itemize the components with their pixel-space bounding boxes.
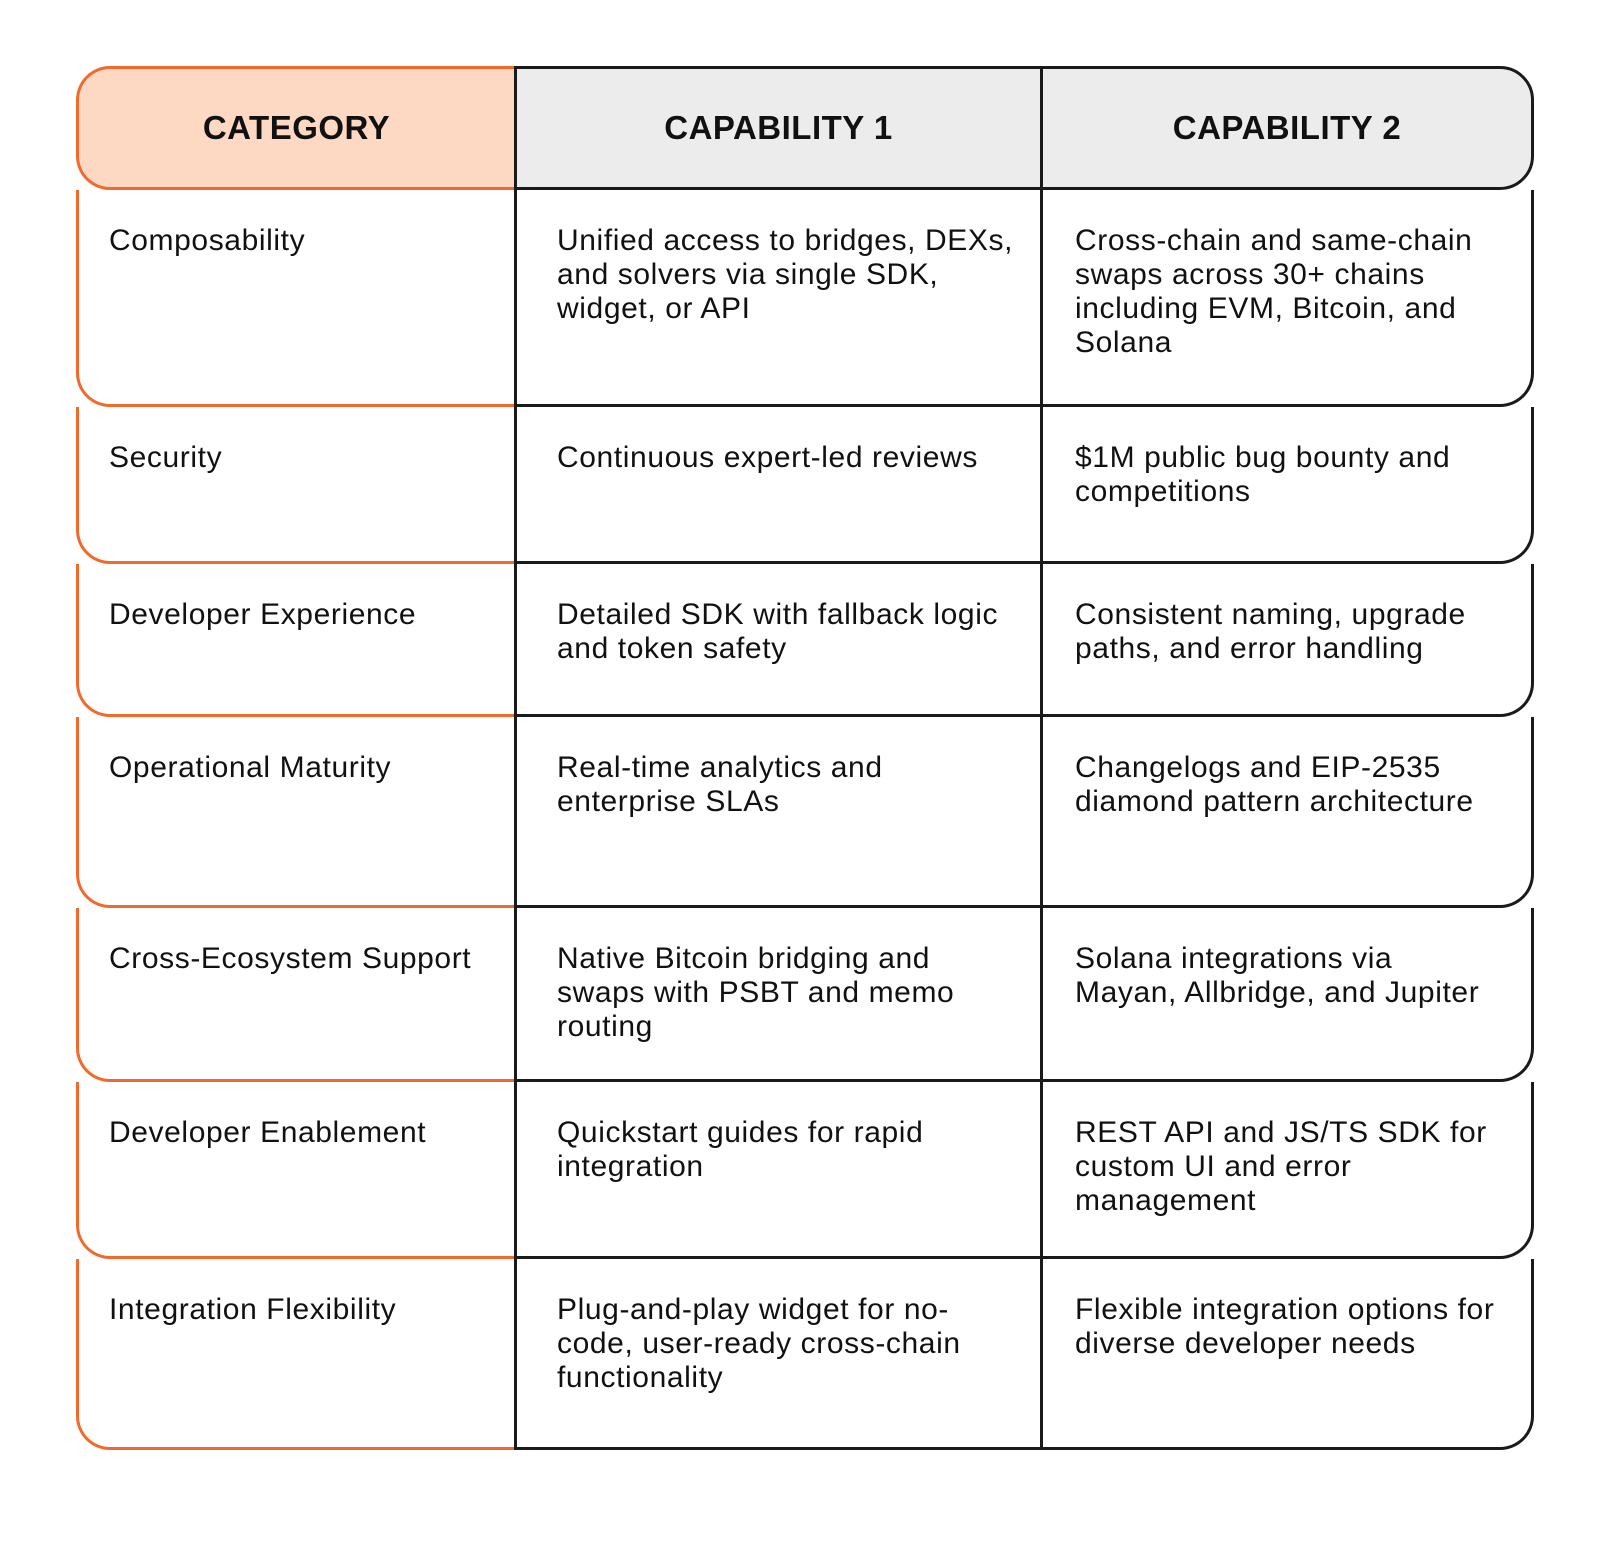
table-row (76, 407, 1534, 564)
row-capability-2: Solana integrations via Mayan, Allbridge, and Jupiter (1040, 908, 1534, 1082)
row-category: Security (76, 407, 514, 564)
row-category: Operational Maturity (76, 717, 514, 908)
header-category: CATEGORY (76, 66, 514, 190)
row-capability-1: Real-time analytics and enterprise SLAs (514, 717, 1040, 908)
row-category: Developer Experience (76, 564, 514, 717)
comparison-table (76, 66, 1534, 1450)
row-capability-2: Consistent naming, upgrade paths, and error handling (1040, 564, 1534, 717)
row-capability-2: REST API and JS/TS SDK for custom UI and error management (1040, 1082, 1534, 1259)
row-capability-1: Quickstart guides for rapid integration (514, 1082, 1040, 1259)
table-row (76, 1259, 1534, 1450)
table-row (76, 190, 1534, 407)
table-row (76, 908, 1534, 1082)
row-category: Composability (76, 190, 514, 407)
table-row (76, 564, 1534, 717)
row-capability-1: Unified access to bridges, DEXs, and solvers via single SDK, widget, or API (514, 190, 1040, 407)
table-row (76, 1082, 1534, 1259)
row-capability-1: Detailed SDK with fallback logic and token safety (514, 564, 1040, 717)
row-category: Developer Enablement (76, 1082, 514, 1259)
table-header-row (76, 66, 1534, 190)
row-capability-1: Plug-and-play widget for no-code, user-ready cross-chain functionality (514, 1259, 1040, 1450)
row-capability-1: Native Bitcoin bridging and swaps with PSBT and memo routing (514, 908, 1040, 1082)
header-capability-1: CAPABILITY 1 (514, 66, 1040, 190)
row-capability-2: Flexible integration options for diverse developer needs (1040, 1259, 1534, 1450)
row-capability-2: Cross-chain and same-chain swaps across 30+ chains including EVM, Bitcoin, and Solana (1040, 190, 1534, 407)
row-category: Cross-Ecosystem Support (76, 908, 514, 1082)
row-capability-1: Continuous expert-led reviews (514, 407, 1040, 564)
row-capability-2: Changelogs and EIP-2535 diamond pattern architecture (1040, 717, 1534, 908)
header-capability-2: CAPABILITY 2 (1040, 66, 1534, 190)
row-capability-2: $1M public bug bounty and competitions (1040, 407, 1534, 564)
table-row (76, 717, 1534, 908)
row-category: Integration Flexibility (76, 1259, 514, 1450)
